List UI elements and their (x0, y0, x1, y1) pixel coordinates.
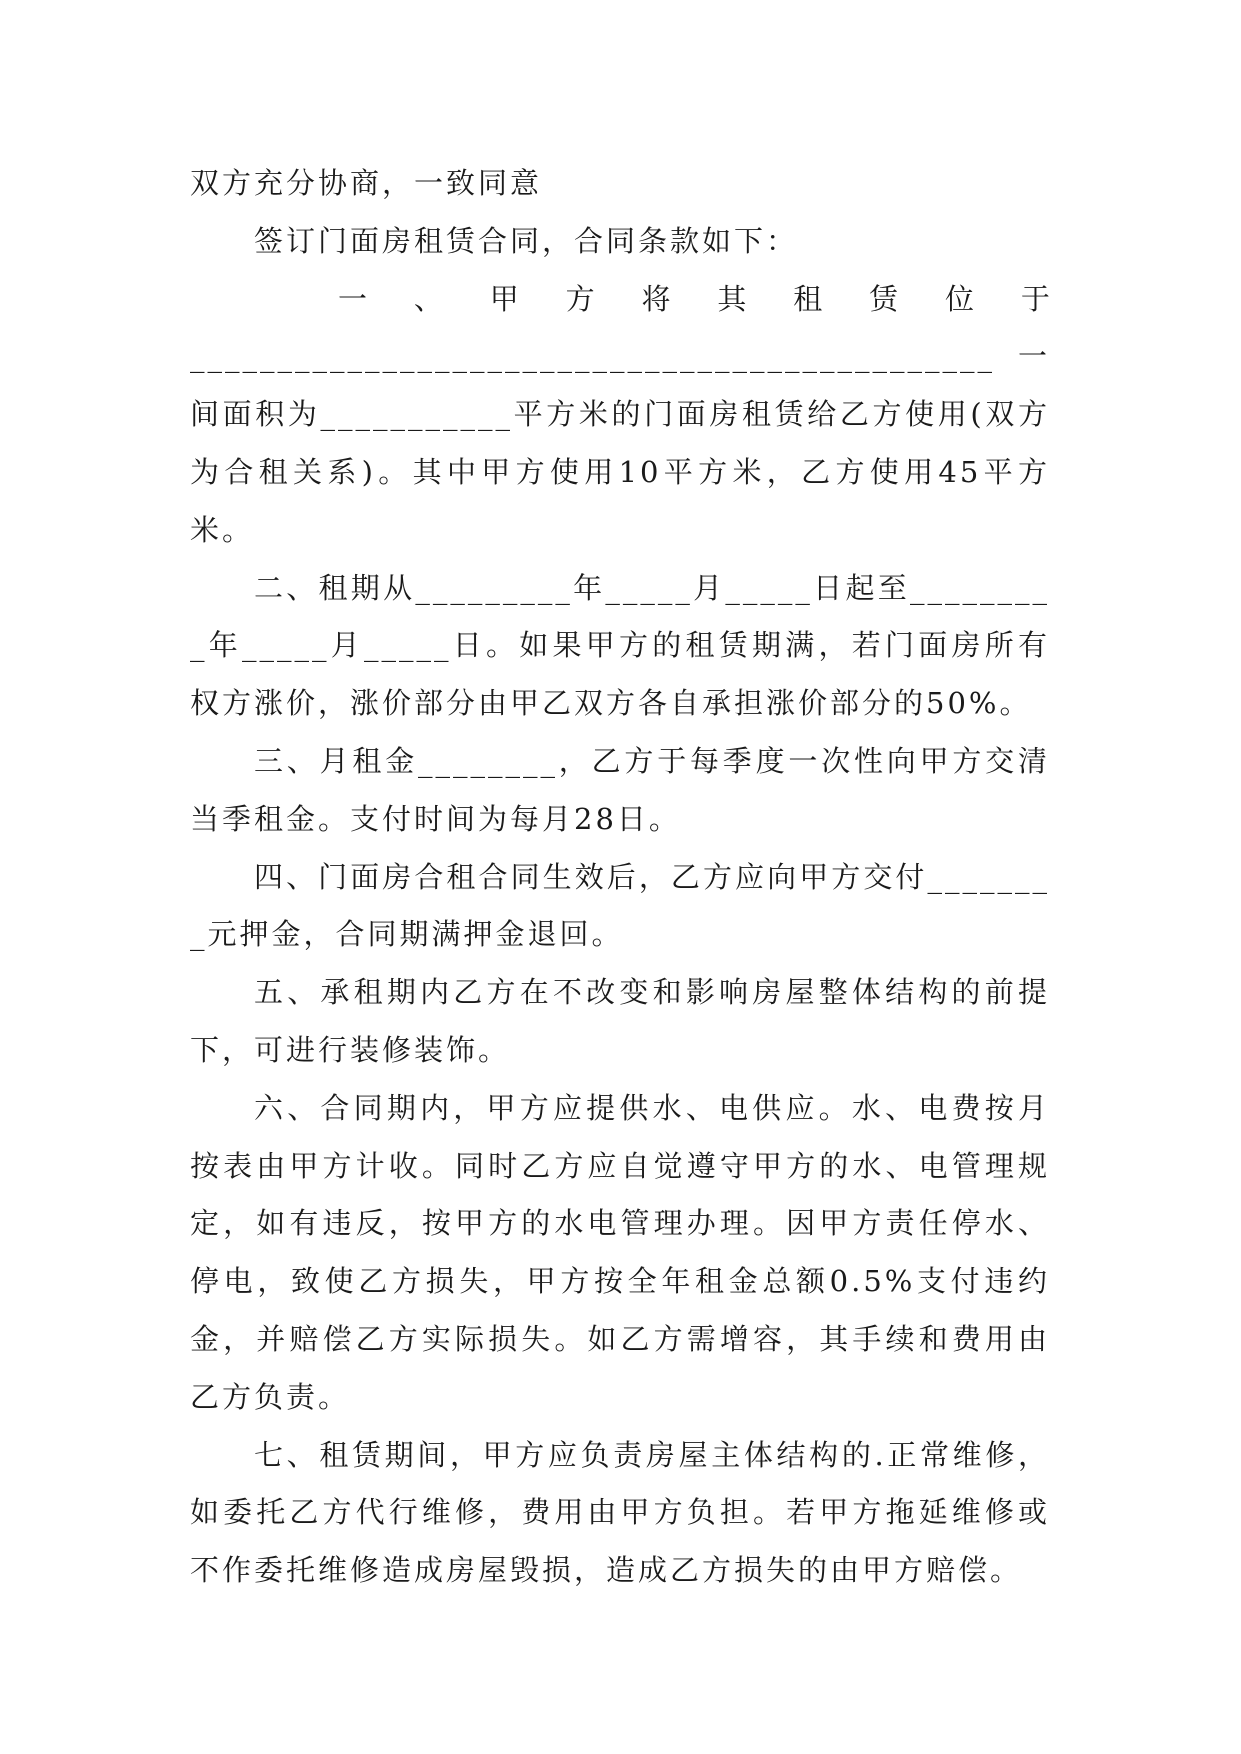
paragraph-intro: 签订门面房租赁合同，合同条款如下： (254, 223, 799, 258)
clause-one-char: 方 (565, 281, 595, 316)
clause-three: 三、月租金________，乙方于每季度一次性向甲方交清当季租金。支付时间为每月28日。 (190, 743, 1050, 836)
clause-four: 四、门面房合租合同生效后，乙方应向甲方交付________元押金，合同期满押金退回。 (190, 859, 1050, 952)
clause-one-heading (190, 271, 1050, 329)
clause-seven: 七、租赁期间，甲方应负责房屋主体结构的.正常维修，如委托乙方代行维修，费用由甲方负担。若甲方拖延维修或不作委托维修造成房屋毁损，造成乙方损失的由甲方赔偿。 (190, 1437, 1050, 1588)
document-page (190, 155, 1050, 1600)
clause-one-char: 甲 (489, 281, 519, 316)
clause-two: 二、租期从_________年_____月_____日起至_________年_____月_____日。如果甲方的租赁期满，若门面房所有权方涨价，涨价部分由甲乙双方各自承担涨价部分的50%。 (190, 570, 1050, 721)
clause-one-char: 将 (641, 281, 671, 316)
clause-one-char: 、 (413, 281, 443, 316)
clause-one-char: 位 (945, 281, 975, 316)
clause-one-char: 租 (793, 281, 823, 316)
clause-six: 六、合同期内，甲方应提供水、电供应。水、电费按月按表由甲方计收。同时乙方应自觉遵守甲方的水、电管理规定，如有违反，按甲方的水电管理办理。因甲方责任停水、停电，致使乙方损失，甲方按全年租金总额0.5%支付违约金，并赔偿乙方实际损失。如乙方需增容，其手续和费用由乙方负责。 (190, 1090, 1050, 1414)
clause-one-body: ______________________________________________一间面积为___________平方米的门面房租赁给乙方使用(双方为合租关系)。其中甲方使用10平方米，乙方使用45平方米。 (190, 339, 1050, 547)
paragraph-opening: 双方充分协商，一致同意 (190, 166, 543, 200)
clause-one-char: 其 (717, 281, 747, 316)
clause-one-char: 一 (338, 281, 368, 316)
clause-five: 五、承租期内乙方在不改变和影响房屋整体结构的前提下，可进行装修装饰。 (190, 975, 1050, 1067)
clause-one-char: 赁 (869, 281, 899, 316)
clause-one-char: 于 (1020, 281, 1050, 316)
